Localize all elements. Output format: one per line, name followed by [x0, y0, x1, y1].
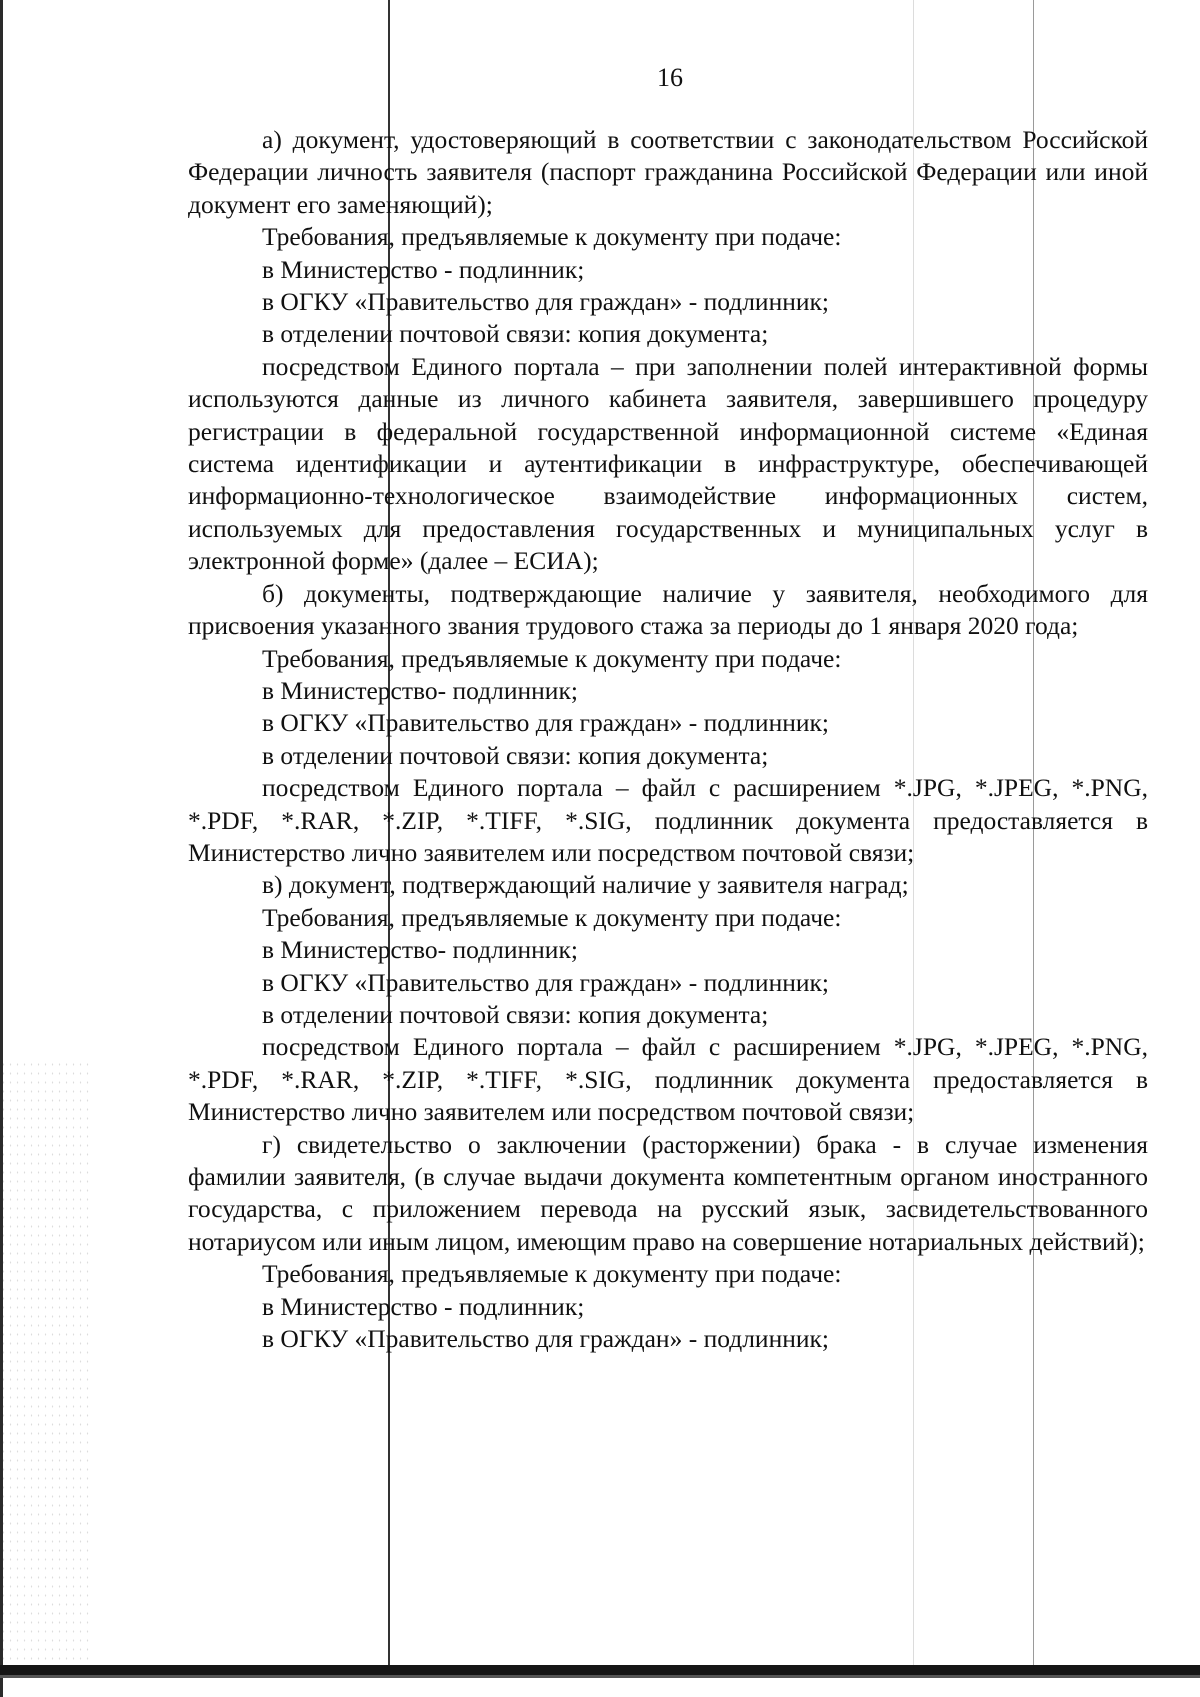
scan-bottom-edge	[0, 1675, 1200, 1678]
paragraph: посредством Единого портала – при заполнении полей интерактивной формы используются данные из личного кабинета заявителя, завершившего процедуру регистрации в федеральной государственной информационной системе «Единая система идентификации и аутентификации в инфраструктуре, обеспечивающей информационно-технологическое взаимодействие информационных систем, используемых для предоставления государственных и муниципальных услуг в электронной форме» (далее – ЕСИА);	[188, 351, 1148, 576]
paragraph: в отделении почтовой связи: копия документа;	[262, 999, 769, 1029]
paragraph: в Министерство- подлинник;	[262, 935, 578, 965]
paragraph: в Министерство - подлинник;	[262, 1291, 585, 1321]
paragraph: Требования, предъявляемые к документу при подаче:	[262, 222, 842, 252]
paragraph: в Министерство - подлинник;	[262, 254, 585, 284]
scan-bottom-edge	[0, 1665, 1200, 1675]
page-number: 16	[657, 63, 683, 92]
paragraph: посредством Единого портала – файл с расширением *.JPG, *.JPEG, *.PNG, *.PDF, *.RAR, *.ZIP, *.TIFF, *.SIG, подлинник документа предоставляется в Министерство лично заявителем или посредством почтовой связи;	[188, 1032, 1148, 1127]
paragraph: в отделении почтовой связи: копия документа;	[262, 319, 769, 349]
paragraph: а) документ, удостоверяющий в соответствии с законодательством Российской Федерации личность заявителя (паспорт гражданина Российской Федерации или иной документ его заменяющий);	[188, 125, 1148, 219]
paragraph: Требования, предъявляемые к документу при подаче:	[262, 1259, 842, 1289]
paragraph: в) документ, подтверждающий наличие у заявителя наград;	[262, 870, 909, 900]
paragraph: в ОГКУ «Правительство для граждан» - подлинник;	[262, 708, 829, 738]
document-body	[188, 124, 1148, 1355]
paragraph: в Министерство- подлинник;	[262, 675, 578, 705]
paragraph: в отделении почтовой связи: копия документа;	[262, 740, 769, 770]
paragraph: посредством Единого портала – файл с расширением *.JPG, *.JPEG, *.PNG, *.PDF, *.RAR, *.ZIP, *.TIFF, *.SIG, подлинник документа предоставляется в Министерство лично заявителем или посредством почтовой связи;	[188, 773, 1148, 867]
paragraph: Требования, предъявляемые к документу при подаче:	[262, 643, 842, 673]
paragraph: в ОГКУ «Правительство для граждан» - подлинник;	[262, 287, 829, 317]
paragraph: г) свидетельство о заключении (расторжении) брака - в случае изменения фамилии заявителя, (в случае выдачи документа компетентным органом иностранного государства, с приложением перевода на русский язык, засвидетельствованного нотариусом или иным лицом, имеющим право на совершение нотариальных действий);	[188, 1129, 1148, 1256]
scan-noise	[0, 1060, 90, 1660]
paragraph: Требования, предъявляемые к документу при подаче:	[262, 902, 842, 932]
paragraph: в ОГКУ «Правительство для граждан» - подлинник;	[262, 967, 829, 997]
paragraph: б) документы, подтверждающие наличие у заявителя, необходимого для присвоения указанного звания трудового стажа за периоды до 1 января 2020 года;	[188, 578, 1148, 641]
paragraph: в ОГКУ «Правительство для граждан» - подлинник;	[262, 1324, 829, 1354]
